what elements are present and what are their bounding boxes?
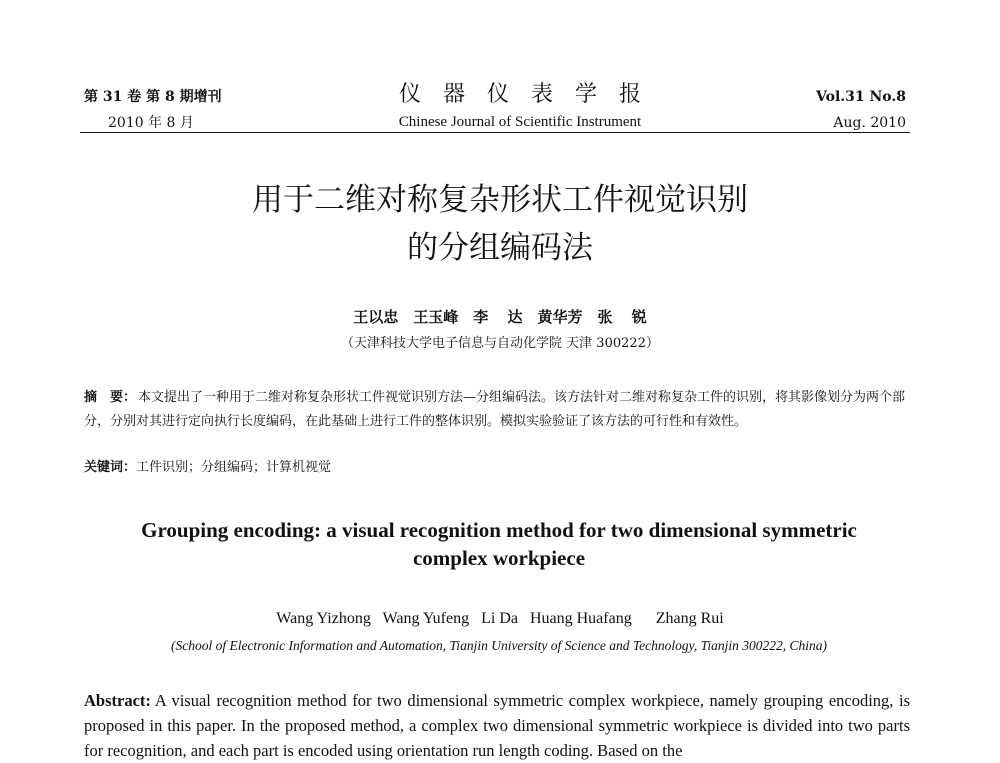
abstract-en-text: A visual recognition method for two dimensional symmetric complex workpiece, namely grouping encoding, is proposed in this paper. In the proposed method, a complex two dimensional symmetric workpiece is divided into two parts for recognition, and each part is encoded using orientation run length coding. Based on the	[84, 691, 910, 760]
abstract-cn	[84, 386, 910, 434]
journal-name-en: Chinese Journal of Scientific Instrument	[398, 114, 642, 130]
issue-date-cn: 2010 年 8 月	[108, 115, 194, 131]
paper-title-en	[84, 516, 914, 572]
abstract-en-label: Abstract:	[84, 691, 151, 710]
keywords-cn-label: 关键词：	[84, 460, 137, 475]
affiliation-cn: （天津科技大学电子信息与自动化学院 天津 300222）	[341, 336, 659, 351]
keywords-cn	[84, 458, 910, 478]
author-list-cn: 王以忠 王玉峰 李 达 黄华芳 张 锐	[353, 308, 647, 326]
author-list-en: Wang Yizhong Wang Yufeng Li Da Huang Huafang Zhang Rui	[276, 610, 724, 627]
volume-issue: 第 31 卷 第 8 期增刊	[84, 89, 222, 105]
affiliation-en: (School of Electronic Information and Automation, Tianjin University of Science and Technology, Tianjin 300222, China)	[170, 638, 828, 653]
abstract-cn-text: 本文提出了一种用于二维对称复杂形状工件视觉识别方法—分组编码法。该方法针对二维对称复杂工件的识别，将其影像划分为两个部分，分别对其进行定向执行长度编码，在此基础上进行工件的整体识别。模拟实验验证了该方法的可行性和有效性。	[84, 390, 906, 429]
paper-title-en-line1: Grouping encoding: a visual recognition method for two dimensional symmetric	[141, 518, 857, 542]
header-divider	[80, 132, 910, 133]
paper-title-cn-line1: 用于二维对称复杂形状工件视觉识别	[252, 182, 748, 218]
abstract-cn-label: 摘 要：	[84, 390, 137, 405]
paper-title-en-line2: complex workpiece	[412, 546, 586, 570]
keywords-cn-text: 工件识别；分组编码；计算机视觉	[136, 460, 332, 475]
issue-date-en: Aug. 2010	[833, 115, 906, 131]
paper-title-cn	[120, 176, 880, 272]
abstract-en	[84, 688, 910, 763]
journal-volume-en	[816, 88, 906, 132]
journal-name-cn: 仪器仪表学报	[398, 82, 663, 107]
paper-title-cn-line2: 的分组编码法	[407, 230, 593, 266]
journal-volume-info	[84, 88, 222, 132]
volume-number-en: Vol.31 No.8	[816, 89, 906, 105]
journal-name	[340, 82, 700, 131]
